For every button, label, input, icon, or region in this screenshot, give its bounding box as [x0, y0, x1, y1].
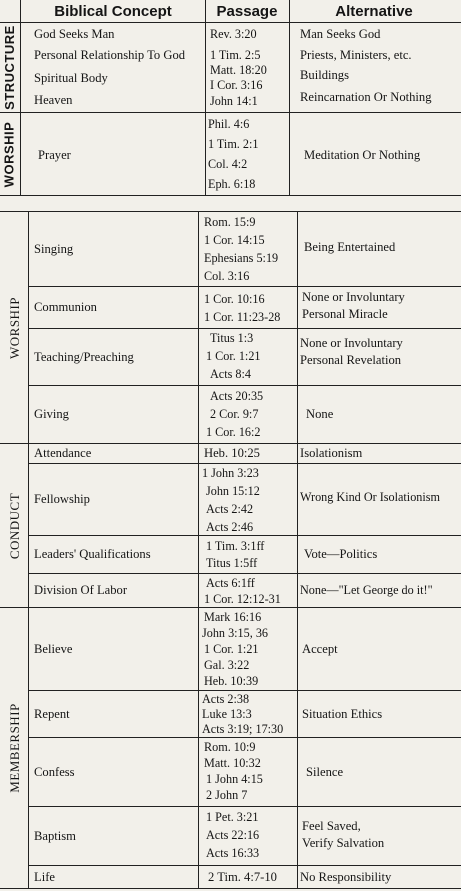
alternative-label: Reincarnation Or Nothing — [300, 90, 432, 104]
passage-ref: Acts 2:42 — [206, 502, 254, 516]
alternative-label: Situation Ethics — [302, 706, 383, 721]
passage-ref: Titus 1:3 — [210, 331, 254, 345]
alternative-label: Wrong Kind Or Isolationism — [300, 489, 440, 504]
concept-label: Baptism — [34, 828, 76, 843]
concept-label: Attendance — [34, 446, 92, 460]
passage-ref: Ephesians 5:19 — [204, 251, 279, 265]
concept-label: Fellowship — [34, 492, 90, 506]
passage-ref: 1 Tim. 3:1ff — [206, 539, 265, 553]
passage-ref: 1 Cor. 16:2 — [206, 425, 261, 439]
passage-ref: 1 Tim. 2:5 — [210, 48, 261, 62]
rule — [205, 0, 206, 195]
concept-label: Giving — [34, 407, 69, 421]
alternative-label: None—"Let George do it!" — [300, 583, 433, 597]
concept-label: Spiritual Body — [34, 71, 108, 85]
alternative-label: Isolationism — [300, 446, 363, 460]
passage-ref: Acts 8:4 — [210, 367, 251, 381]
passage-ref: Heb. 10:39 — [204, 674, 259, 688]
passage-ref: Rom. 15:9 — [204, 215, 256, 229]
passage-ref: 2 Tim. 4:7-10 — [208, 869, 277, 884]
passage-ref: Col. 3:16 — [204, 269, 250, 283]
rule — [28, 737, 461, 738]
passage-ref: Mark 16:16 — [204, 610, 262, 624]
alternative-label: No Responsibility — [300, 869, 392, 884]
passage-ref: 2 Cor. 9:7 — [210, 407, 259, 421]
passage-ref: 1 Tim. 2:1 — [208, 137, 259, 151]
alternative-label: Feel Saved, Verify Salvation — [302, 819, 385, 850]
passage-ref: Gal. 3:22 — [204, 658, 250, 672]
concept-label: Teaching/Preaching — [34, 349, 134, 364]
passage-ref: I Cor. 3:16 — [210, 78, 263, 92]
concept-label: Division Of Labor — [34, 583, 128, 597]
passage-ref: Acts 6:1ff — [206, 576, 255, 590]
passage-ref: Eph. 6:18 — [208, 177, 256, 191]
concept-label: Leaders' Qualifications — [34, 547, 151, 561]
concept-label: God Seeks Man — [34, 27, 115, 41]
rule — [0, 888, 461, 889]
alternative-label: Man Seeks God — [300, 27, 381, 41]
passage-ref: John 15:12 — [206, 484, 260, 498]
passage-ref: Matt. 10:32 — [204, 756, 261, 770]
concept-label: Personal Relationship To God — [34, 48, 186, 62]
alternative-label: Buildings — [300, 68, 349, 82]
rule — [28, 806, 461, 807]
alternative-label: None or Involuntary Personal Miracle — [302, 290, 405, 321]
concept-label: Life — [34, 869, 55, 884]
passage-ref: Rev. 3:20 — [210, 27, 257, 41]
passage-ref: Acts 2:46 — [206, 520, 254, 534]
concept-label: Confess — [34, 764, 75, 779]
section-conduct: CONDUCT — [7, 492, 22, 559]
alternative-label: Vote—Politics — [304, 547, 378, 561]
passage-ref: Acts 2:38 — [202, 692, 250, 706]
passage-ref: Titus 1:5ff — [206, 556, 258, 570]
rule — [297, 211, 298, 888]
passage-ref: Col. 4:2 — [208, 157, 248, 171]
passage-ref: 2 John 7 — [206, 788, 248, 802]
passage-ref: Acts 16:33 — [206, 846, 260, 860]
passage-ref: Luke 13:3 — [202, 707, 252, 721]
passage-ref: Acts 22:16 — [206, 828, 260, 842]
concept-label: Communion — [34, 300, 97, 314]
alternative-label: Accept — [302, 641, 338, 656]
section-structure: STRUCTURE — [1, 25, 17, 110]
concept-label: Believe — [34, 641, 73, 656]
header-alternative: Alternative — [335, 2, 413, 20]
passage-ref: Rom. 10:9 — [204, 740, 256, 754]
rule — [198, 211, 199, 888]
rule — [0, 112, 461, 113]
passage-ref: 1 Cor. 1:21 — [204, 642, 259, 656]
concept-label: Repent — [34, 706, 70, 721]
rule — [289, 0, 290, 195]
passage-ref: Acts 20:35 — [210, 389, 264, 403]
header-concept: Biblical Concept — [54, 2, 172, 20]
passage-ref: Matt. 18:20 — [210, 63, 267, 77]
section-worship-top: WORSHIP — [1, 121, 17, 187]
passage-ref: Heb. 10:25 — [204, 446, 260, 460]
rule — [0, 195, 461, 196]
alternative-label: None — [306, 407, 334, 421]
rule — [28, 690, 461, 691]
concept-label: Prayer — [38, 148, 71, 162]
passage-ref: 1 John 4:15 — [206, 772, 263, 786]
rule — [28, 385, 461, 386]
passage-ref: 1 Cor. 1:21 — [206, 349, 261, 363]
header-passage: Passage — [216, 2, 278, 20]
alternative-label: Meditation Or Nothing — [304, 148, 421, 162]
concept-label: Heaven — [34, 93, 73, 107]
passage-ref: 1 John 3:23 — [202, 466, 259, 480]
alternative-label: Being Entertained — [304, 239, 396, 254]
alternative-label: Priests, Ministers, etc. — [300, 48, 412, 62]
passage-ref: 1 Cor. 11:23-28 — [204, 310, 281, 324]
passage-ref: 1 Cor. 14:15 — [204, 233, 265, 247]
section-worship: WORSHIP — [7, 296, 23, 359]
passage-ref: 1 Cor. 12:12-31 — [204, 592, 281, 606]
passage-ref: John 3:15, 36 — [202, 626, 269, 640]
passage-ref: John 14:1 — [210, 94, 258, 108]
alternative-label: None or Involuntary Personal Revelation — [300, 336, 403, 367]
passage-ref: 1 Cor. 10:16 — [204, 292, 265, 306]
passage-ref: Acts 3:19; 17:30 — [202, 722, 284, 736]
rule — [0, 22, 461, 23]
concept-label: Singing — [34, 241, 74, 256]
alternative-label: Silence — [306, 764, 344, 779]
passage-ref: 1 Pet. 3:21 — [206, 810, 259, 824]
passage-ref: Phil. 4:6 — [208, 117, 250, 131]
section-membership: MEMBERSHIP — [7, 703, 22, 793]
